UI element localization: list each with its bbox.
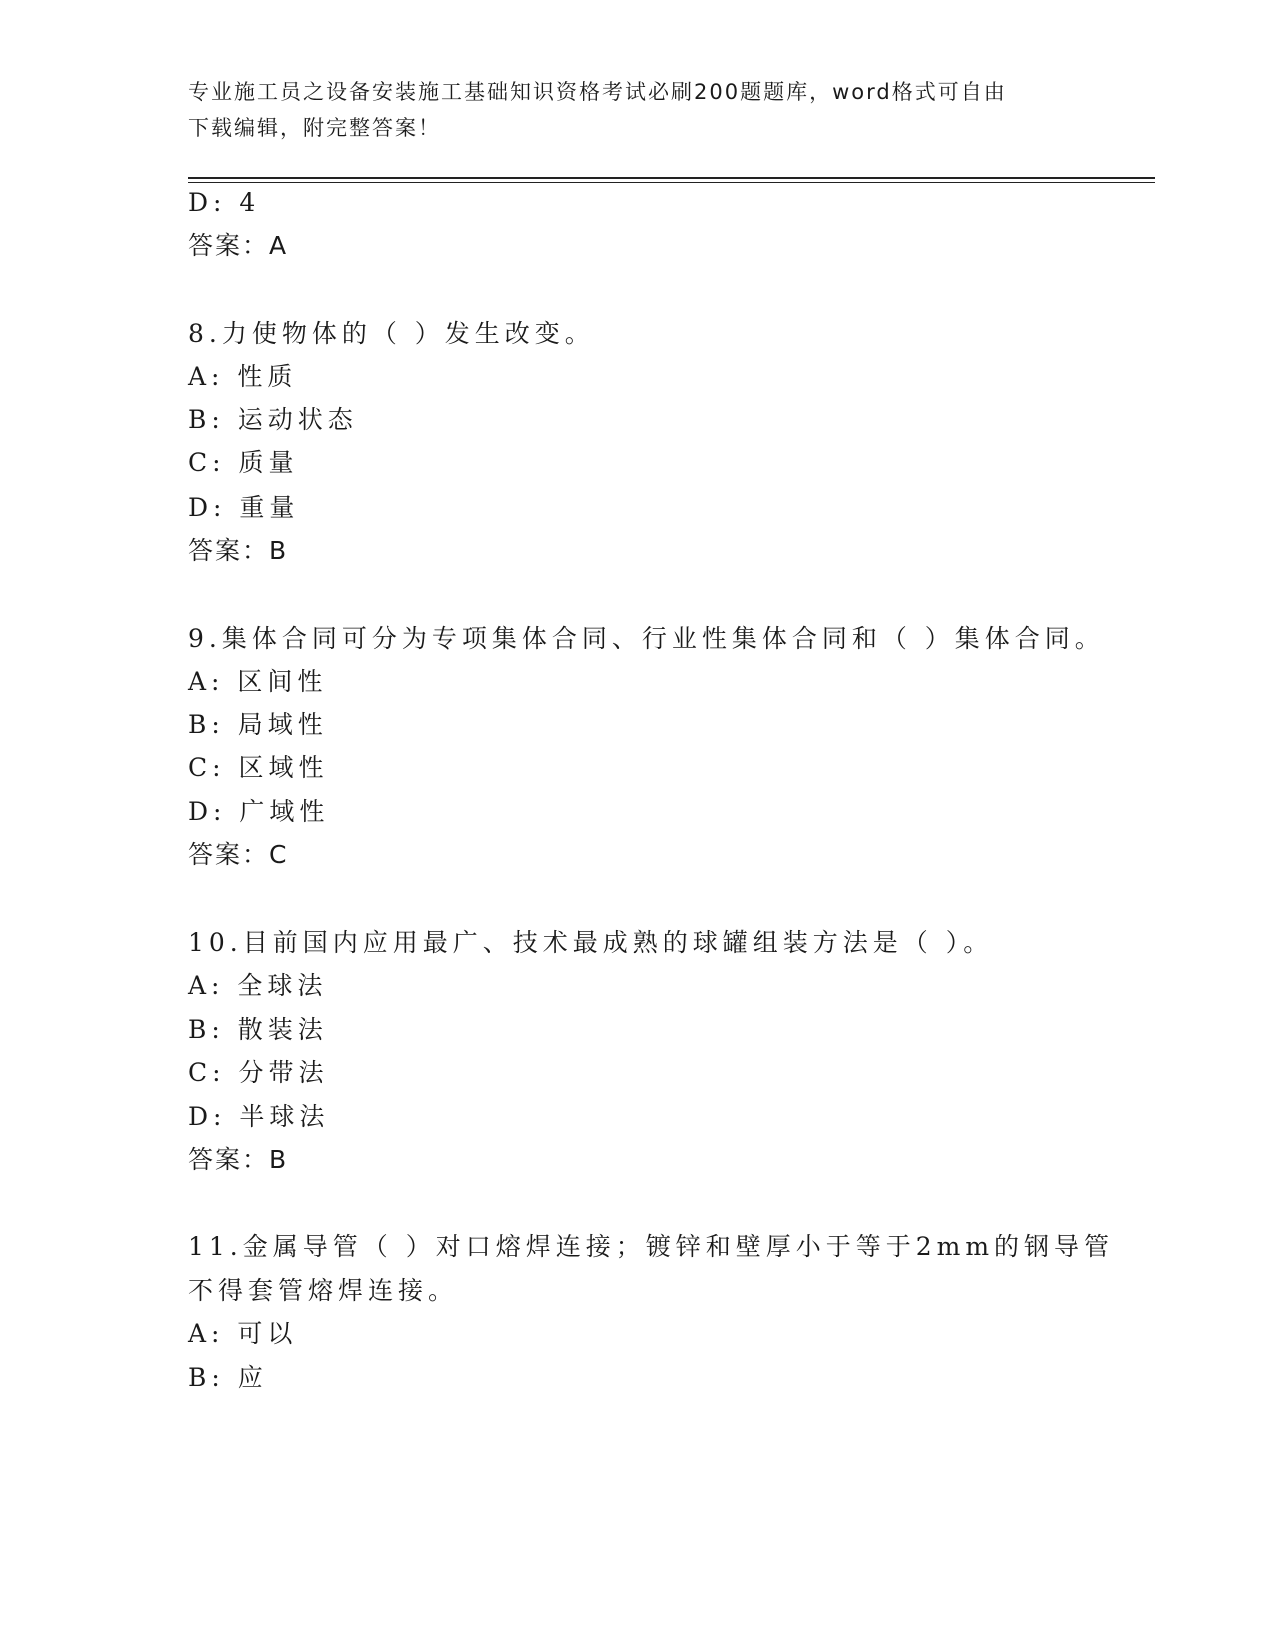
prev-option-d: D: 4 [188, 188, 261, 217]
q8-option-a: A: 性质 [188, 362, 298, 391]
q8-option-c: C: 质量 [188, 448, 299, 477]
document-header [188, 74, 1088, 146]
q11-question-line-2: 不得套管熔焊连接。 [188, 1276, 459, 1305]
q11-option-b: B: 应 [188, 1363, 268, 1392]
header-divider-thick [188, 177, 1155, 179]
header-divider-thin [188, 182, 1155, 183]
q10-answer: 答案：B [188, 1145, 289, 1174]
q9-option-d: D: 广域性 [188, 797, 330, 826]
header-line-2: 下载编辑，附完整答案！ [188, 116, 441, 140]
q10-option-a: A: 全球法 [188, 971, 328, 1000]
q9-option-c: C: 区域性 [188, 753, 329, 782]
q11-question-line-1: 11.金属导管（ ）对口熔焊连接；镀锌和壁厚小于等于2mm的钢导管 [188, 1232, 1115, 1261]
q11-option-a: A: 可以 [188, 1319, 298, 1348]
q9-question: 9.集体合同可分为专项集体合同、行业性集体合同和（ ）集体合同。 [188, 624, 1105, 653]
q10-option-b: B: 散装法 [188, 1015, 328, 1044]
q9-option-b: B: 局域性 [188, 710, 328, 739]
q8-answer: 答案：B [188, 536, 289, 565]
q9-answer: 答案：C [188, 840, 289, 869]
q8-question: 8.力使物体的（ ）发生改变。 [188, 319, 595, 348]
q8-option-b: B: 运动状态 [188, 405, 358, 434]
q10-option-c: C: 分带法 [188, 1058, 329, 1087]
q8-option-d: D: 重量 [188, 493, 300, 522]
header-line-1: 专业施工员之设备安装施工基础知识资格考试必刷200题题库，word格式可自由 [188, 80, 1007, 104]
q10-option-d: D: 半球法 [188, 1102, 330, 1131]
q10-question: 10.目前国内应用最广、技术最成熟的球罐组装方法是（ ）。 [188, 928, 994, 957]
q9-option-a: A: 区间性 [188, 667, 328, 696]
prev-answer: 答案：A [188, 231, 289, 260]
